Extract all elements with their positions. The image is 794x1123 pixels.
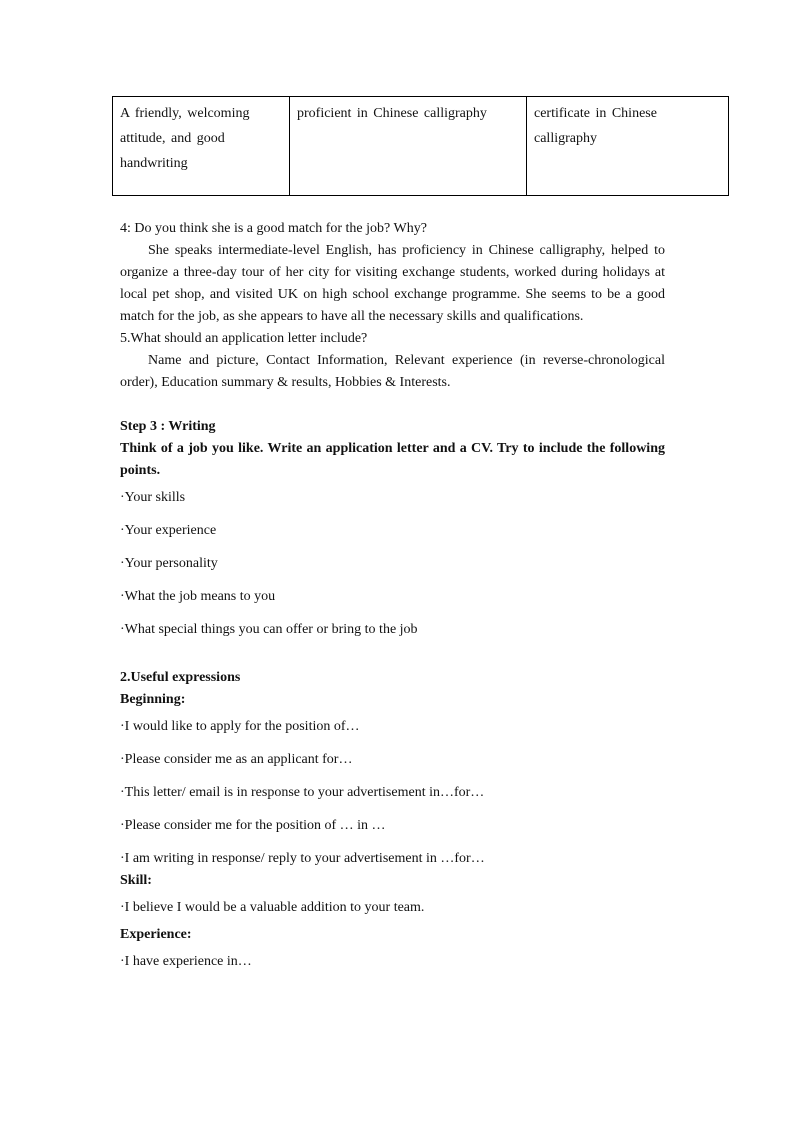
list-item: ·Please consider me for the position of … in … [120,818,386,833]
requirements-table [112,96,729,196]
step-3-instruction: Think of a job you like. Write an application letter and a CV. Try to include the following points. [120,441,665,478]
spacer [120,394,665,416]
list-item: ·This letter/ email is in response to your advertisement in…for… [120,785,485,800]
table-cell-requirement: A friendly, welcoming attitude, and good handwriting [113,97,290,196]
list-item: ·Your skills [120,490,186,505]
list-item: ·I would like to apply for the position of… [120,719,360,734]
question-5: 5.What should an application letter include? [120,331,368,346]
list-item: ·I am writing in response/ reply to your advertisement in …for… [120,851,485,866]
list-item: ·Please consider me as an applicant for… [120,752,353,767]
list-item: ·Your personality [120,556,218,571]
beginning-label: Beginning: [120,692,186,707]
table-row [113,97,729,196]
spacer [120,652,665,667]
list-item: ·Your experience [120,523,217,538]
list-item: ·What special things you can offer or bring to the job [120,622,418,637]
table-cell-skill: proficient in Chinese calligraphy [290,97,527,196]
list-item: ·I have experience in… [120,954,252,969]
list-item: ·What the job means to you [120,589,276,604]
question-4: 4: Do you think she is a good match for the job? Why? [120,221,427,236]
answer-5: Name and picture, Contact Information, Relevant experience (in reverse-chronological order), Education summary & results, Hobbies & Interests. [120,353,665,390]
document-body [120,218,665,984]
list-item: ·I believe I would be a valuable addition to your team. [120,900,425,915]
experience-label: Experience: [120,927,192,942]
step-3-heading: Step 3 : Writing [120,419,216,434]
skill-label: Skill: [120,873,152,888]
answer-4: She speaks intermediate-level English, has proficiency in Chinese calligraphy, helped to organize a three-day tour of her city for visiting exchange students, worked during holidays at local pet shop, and visited UK on high school exchange programme. She seems to be a good match for the job, as she appears to have all the necessary skills and qualifications. [120,243,665,324]
table-cell-qualification: certificate in Chinese calligraphy [527,97,729,196]
useful-expressions-heading: 2.Useful expressions [120,670,241,685]
